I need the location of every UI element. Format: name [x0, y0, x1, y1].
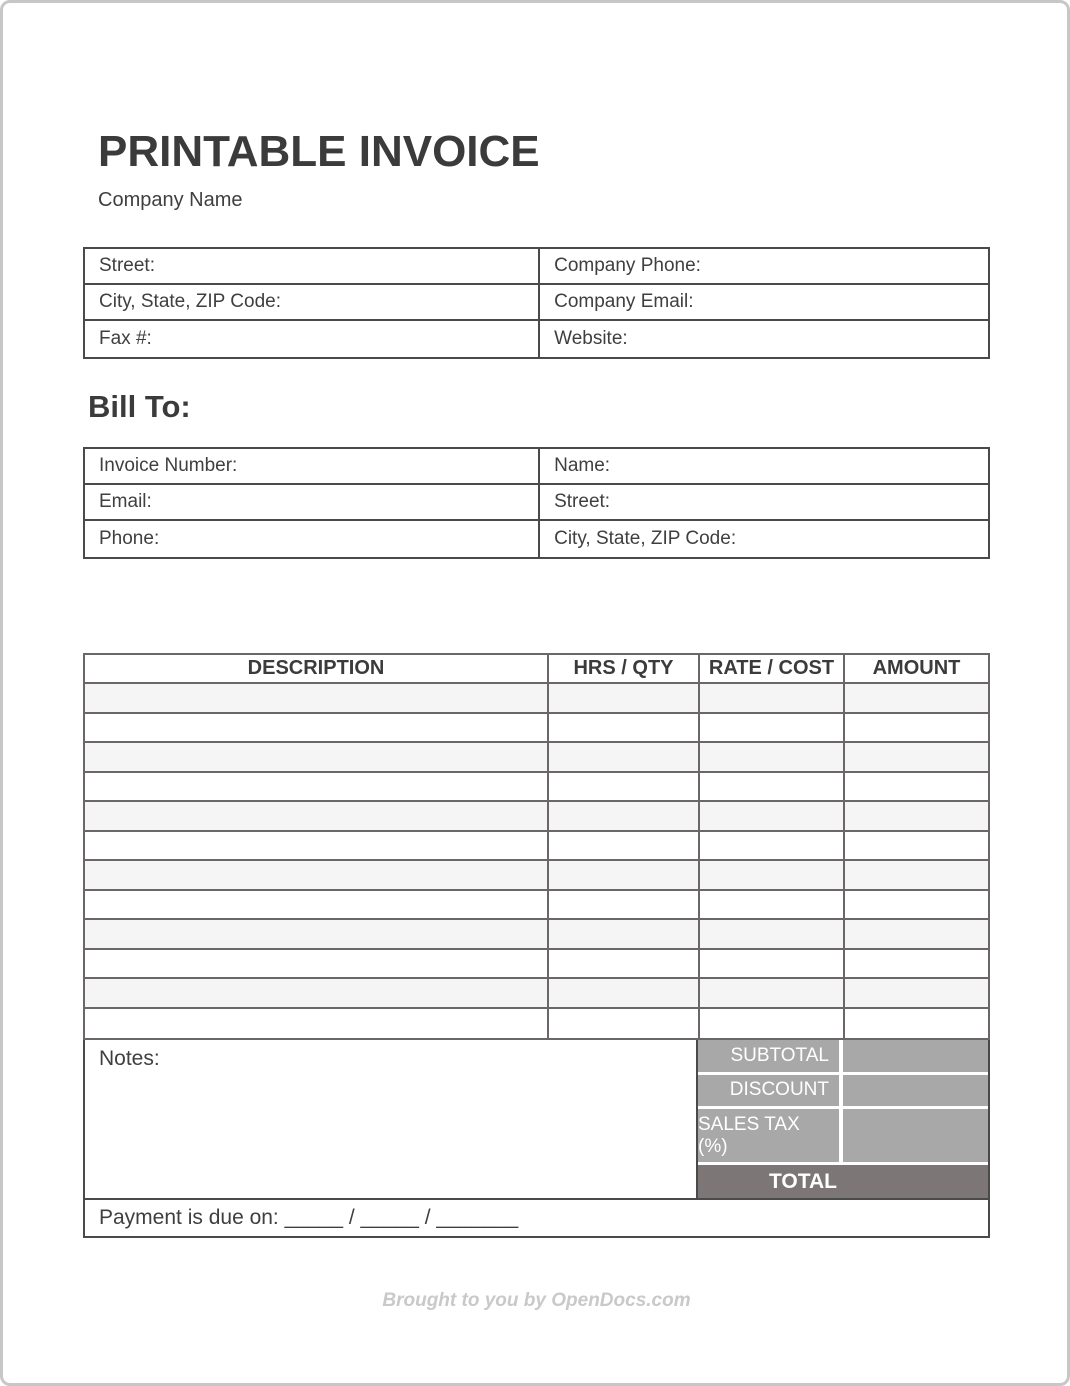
- summary-row-subtotal: [698, 1040, 988, 1071]
- item-rate-cost-cell: [700, 891, 845, 919]
- info-cell-right: City, State, ZIP Code:: [540, 521, 988, 557]
- summary-block: [698, 1040, 988, 1198]
- item-rate-cost-cell: [700, 920, 845, 948]
- info-table-row: [85, 485, 988, 521]
- item-hrs-qty-cell: [549, 773, 700, 801]
- item-hrs-qty-cell: [549, 950, 700, 978]
- total-label: TOTAL: [768, 1169, 838, 1193]
- sales-tax-label: SALES TAX (%): [698, 1109, 839, 1162]
- payment-due-row: [83, 1198, 990, 1238]
- item-description-cell: [85, 950, 549, 978]
- item-rate-cost-cell: [700, 743, 845, 771]
- sales-tax-value: [843, 1109, 988, 1162]
- line-items-table: [83, 653, 990, 1040]
- footer-credit: Brought to you by OpenDocs.com: [382, 1290, 691, 1312]
- line-item-row: [85, 861, 988, 891]
- page-title: PRINTABLE INVOICE: [98, 127, 540, 176]
- line-item-row: [85, 979, 988, 1009]
- header-hrs-qty: HRS / QTY: [549, 655, 700, 682]
- line-item-row: [85, 891, 988, 921]
- item-amount-cell: [845, 891, 988, 919]
- item-amount-cell: [845, 773, 988, 801]
- notes-label: Notes:: [99, 1047, 160, 1071]
- info-table-row: [85, 285, 988, 321]
- document-content: [83, 3, 990, 1312]
- info-cell-left: Email:: [85, 485, 540, 519]
- item-amount-cell: [845, 743, 988, 771]
- header-rate-cost: RATE / COST: [700, 655, 845, 682]
- info-cell-right: Company Phone:: [540, 249, 988, 283]
- info-cell-right: Name:: [540, 449, 988, 483]
- discount-value: [843, 1075, 988, 1106]
- item-amount-cell: [845, 920, 988, 948]
- summary-row-sales-tax: [698, 1109, 988, 1162]
- item-description-cell: [85, 920, 549, 948]
- bill-to-table: [83, 447, 990, 559]
- item-amount-cell: [845, 979, 988, 1007]
- item-amount-cell: [845, 1009, 988, 1039]
- info-cell-right: Website:: [540, 321, 988, 357]
- subtotal-value: [843, 1040, 988, 1071]
- item-hrs-qty-cell: [549, 802, 700, 830]
- info-table-row: [85, 449, 988, 485]
- line-item-row: [85, 714, 988, 744]
- company-info-table: [83, 247, 990, 359]
- info-cell-left: Invoice Number:: [85, 449, 540, 483]
- item-rate-cost-cell: [700, 714, 845, 742]
- company-name-label: Company Name: [98, 189, 243, 212]
- item-rate-cost-cell: [700, 802, 845, 830]
- item-hrs-qty-cell: [549, 1009, 700, 1039]
- item-rate-cost-cell: [700, 979, 845, 1007]
- info-cell-right: Company Email:: [540, 285, 988, 319]
- subtotal-label: SUBTOTAL: [698, 1040, 839, 1071]
- info-cell-left: Phone:: [85, 521, 540, 557]
- item-amount-cell: [845, 832, 988, 860]
- line-item-row: [85, 743, 988, 773]
- line-items-rows: [85, 684, 988, 1038]
- item-amount-cell: [845, 714, 988, 742]
- notes-and-summary-section: [83, 1040, 990, 1200]
- item-description-cell: [85, 979, 549, 1007]
- line-items-header-row: [85, 655, 988, 684]
- item-hrs-qty-cell: [549, 979, 700, 1007]
- line-item-row: [85, 1009, 988, 1039]
- item-hrs-qty-cell: [549, 684, 700, 712]
- info-cell-right: Street:: [540, 485, 988, 519]
- item-description-cell: [85, 743, 549, 771]
- info-table-row: [85, 249, 988, 285]
- item-amount-cell: [845, 684, 988, 712]
- info-cell-left: Street:: [85, 249, 540, 283]
- line-item-row: [85, 920, 988, 950]
- notes-cell: [85, 1040, 698, 1198]
- header-amount: AMOUNT: [872, 657, 961, 680]
- info-table-row: [85, 521, 988, 557]
- item-rate-cost-cell: [700, 773, 845, 801]
- item-hrs-qty-cell: [549, 832, 700, 860]
- discount-label: DISCOUNT: [698, 1075, 839, 1106]
- line-item-row: [85, 802, 988, 832]
- item-amount-cell: [845, 950, 988, 978]
- item-description-cell: [85, 714, 549, 742]
- item-hrs-qty-cell: [549, 920, 700, 948]
- info-cell-left: Fax #:: [85, 321, 540, 357]
- item-rate-cost-cell: [700, 832, 845, 860]
- item-rate-cost-cell: [700, 684, 845, 712]
- item-hrs-qty-cell: [549, 891, 700, 919]
- item-description-cell: [85, 832, 549, 860]
- payment-due-text: Payment is due on: _____ / _____ / _______: [99, 1206, 519, 1230]
- total-row: [698, 1165, 988, 1198]
- item-description-cell: [85, 802, 549, 830]
- item-amount-cell: [845, 861, 988, 889]
- item-rate-cost-cell: [700, 861, 845, 889]
- item-description-cell: [85, 684, 549, 712]
- item-description-cell: [85, 1009, 549, 1039]
- item-description-cell: [85, 891, 549, 919]
- item-rate-cost-cell: [700, 950, 845, 978]
- item-rate-cost-cell: [700, 1009, 845, 1039]
- item-description-cell: [85, 773, 549, 801]
- item-hrs-qty-cell: [549, 743, 700, 771]
- item-hrs-qty-cell: [549, 861, 700, 889]
- line-item-row: [85, 832, 988, 862]
- line-item-row: [85, 773, 988, 803]
- info-table-row: [85, 321, 988, 357]
- line-item-row: [85, 950, 988, 980]
- info-cell-left: City, State, ZIP Code:: [85, 285, 540, 319]
- item-hrs-qty-cell: [549, 714, 700, 742]
- summary-row-discount: [698, 1075, 988, 1106]
- line-item-row: [85, 684, 988, 714]
- header-description: DESCRIPTION: [85, 655, 549, 682]
- item-amount-cell: [845, 802, 988, 830]
- bill-to-heading: Bill To:: [88, 389, 191, 425]
- item-description-cell: [85, 861, 549, 889]
